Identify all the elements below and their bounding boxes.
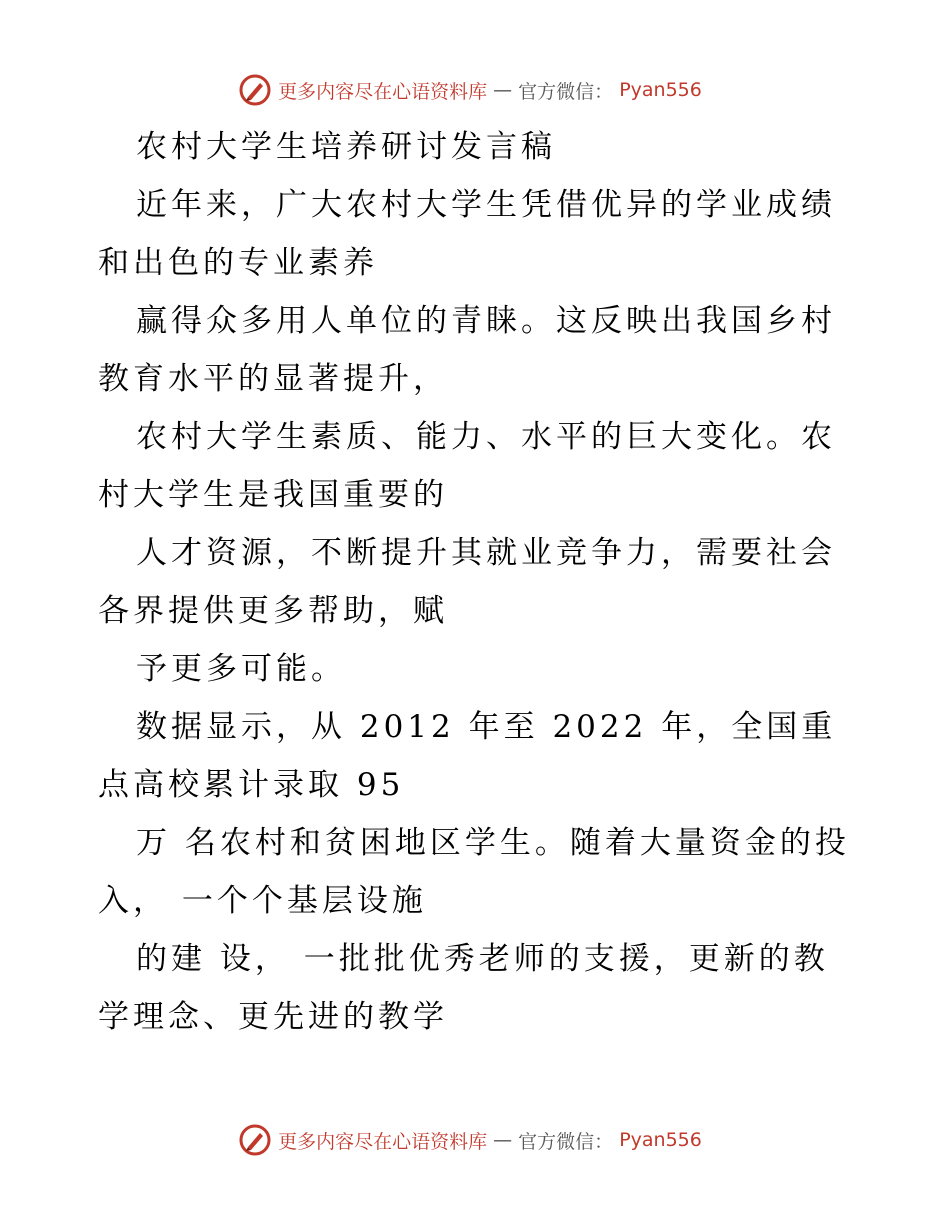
document-body (98, 118, 853, 1046)
header-banner (238, 73, 702, 107)
header-wechat-label: 官方微信： (518, 80, 614, 103)
header-brand-text: 更多内容尽在心语资料库 (278, 80, 488, 103)
footer-wechat-label: 官方微信： (518, 1130, 614, 1153)
pen-logo-icon (238, 73, 272, 107)
paragraph: 农村大学生素质、能力、水平的巨大变化。农村大学生是我国重要的 (98, 419, 836, 513)
page-header (0, 70, 950, 110)
footer-banner (238, 1123, 702, 1157)
paragraph: 的建 设， 一批批优秀老师的支援，更新的教学理念、更先进的教学 (98, 941, 829, 1035)
header-wechat-id: Pyan556 (619, 79, 702, 101)
pen-logo-icon (238, 1123, 272, 1157)
paragraph: 赢得众多用人单位的青睐。这反映出我国乡村教育水平的显著提升， (98, 303, 836, 397)
paragraph: 数据显示，从 2012 年至 2022 年，全国重点高校累计录取 95 (98, 709, 837, 803)
footer-separator: — (493, 1129, 513, 1151)
header-separator: — (493, 79, 513, 101)
paragraph: 万 名农村和贫困地区学生。随着大量资金的投入， 一个个基层设施 (98, 825, 850, 919)
page-footer (0, 1120, 950, 1160)
paragraph: 予更多可能。 (136, 651, 346, 687)
paragraph: 近年来，广大农村大学生凭借优异的学业成绩和出色的专业素养 (98, 187, 836, 281)
paragraph: 人才资源，不断提升其就业竞争力，需要社会各界提供更多帮助，赋 (98, 535, 836, 629)
document-title: 农村大学生培养研讨发言稿 (136, 129, 556, 165)
footer-wechat-id: Pyan556 (619, 1129, 702, 1151)
footer-brand-text: 更多内容尽在心语资料库 (278, 1130, 488, 1153)
